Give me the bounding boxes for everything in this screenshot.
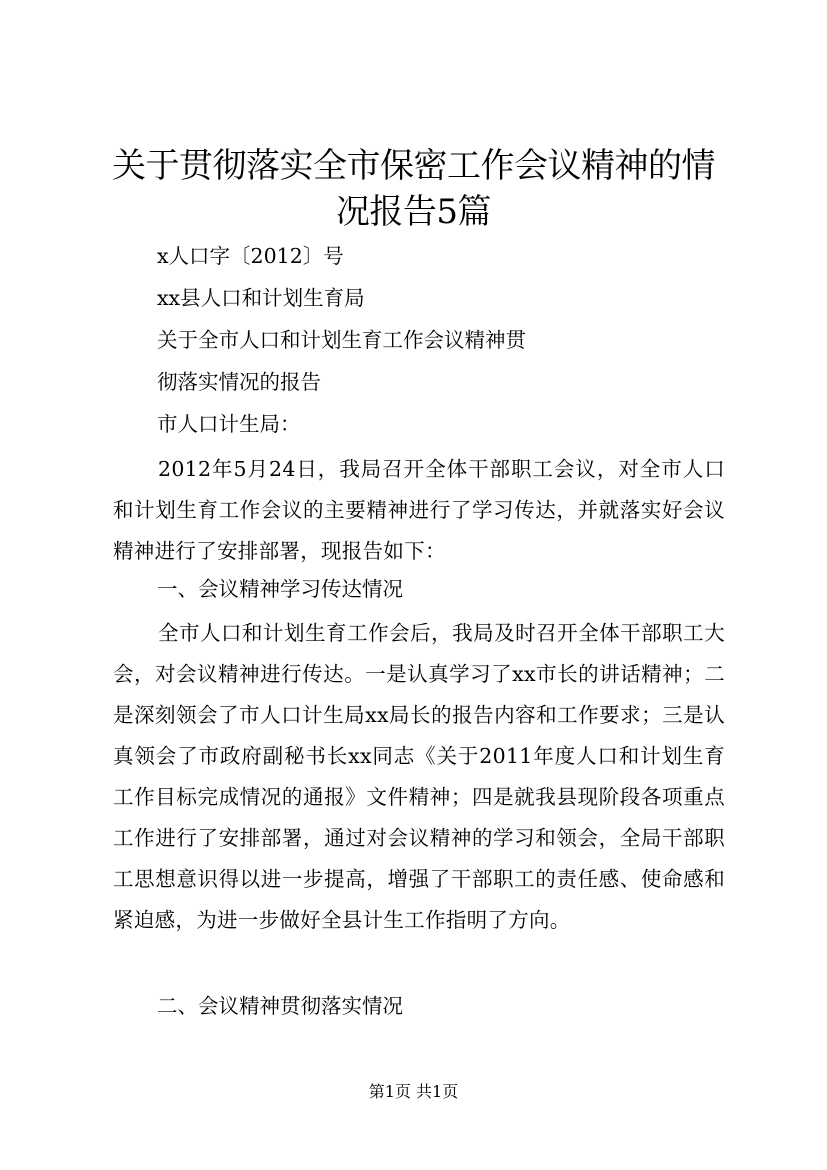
document-title: 关于贯彻落实全市保密工作会议精神的情况报告5篇 [112, 146, 715, 232]
subject-line-2: 彻落实情况的报告 [157, 370, 321, 394]
subject-line-1: 关于全市人口和计划生育工作会议精神贯 [157, 328, 526, 352]
issuer-name: xx县人口和计划生育局 [157, 286, 365, 310]
section-1-heading: 一、会议精神学习传达情况 [157, 577, 403, 601]
addressee: 市人口计生局： [157, 412, 301, 436]
intro-paragraph: 2012年5月24日，我局召开全体干部职工会议，对全市人口和计划生育工作会议的主要精神进行了学习传达，并就落实好会议精神进行了安排部署，现报告如下： [113, 457, 725, 563]
document-number: x人口字〔2012〕号 [157, 244, 344, 268]
section-1-paragraph: 全市人口和计划生育工作会后，我局及时召开全体干部职工大会，对会议精神进行传达。一是认真学习了xx市长的讲话精神；二是深刻领会了市人口计生局xx局长的报告内容和工作要求；三是认真领会了市政府副秘书长xx同志《关于2011年度人口和计划生育工作目标完成情况的通报》文件精神；四是就我县现阶段各项重点工作进行了安排部署，通过对会议精神的学习和领会，全局干部职工思想意识得以进一步提高，增强了干部职工的责任感、使命感和紧迫感，为进一步做好全县计生工作指明了方向。 [113, 621, 725, 932]
page-footer: 第1页 共1页 [368, 1082, 459, 1101]
section-2-heading: 二、会议精神贯彻落实情况 [157, 994, 403, 1018]
